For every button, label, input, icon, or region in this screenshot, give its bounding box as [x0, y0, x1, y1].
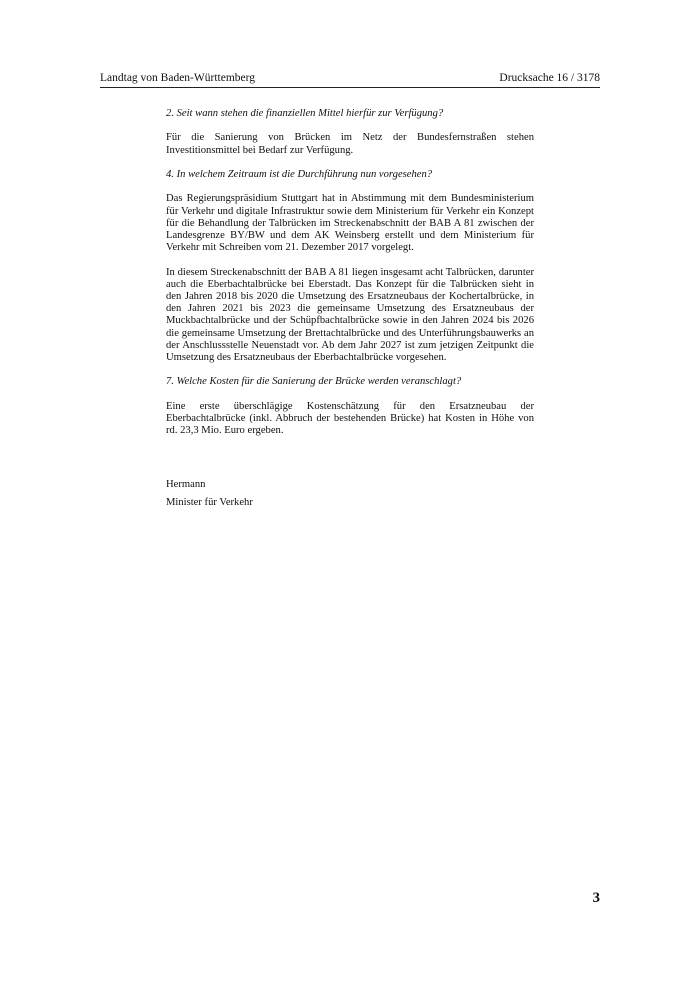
answer-2: Für die Sanierung von Brücken im Netz der Bundesfernstraßen stehen Investitionsmittel bei Bedarf zur Verfügung.: [166, 132, 534, 156]
header-document-number: Drucksache 16 / 3178: [499, 72, 600, 84]
question-7: 7. Welche Kosten für die Sanierung der Brücke werden veranschlagt?: [166, 376, 462, 388]
header-parliament: Landtag von Baden-Württemberg: [100, 72, 255, 84]
answer-4-paragraph-2: In diesem Streckenabschnitt der BAB A 81 liegen insgesamt acht Talbrücken, darunter auch die Eberbachtalbrücke bei Eberstadt. Das Konzept für die Talbrücken sieht in den Jahren 2018 bis 2020 die Umsetzung des Ersatzneubaus der Kochertalbrücke, in den Jahren 2021 bis 2023 die gemeinsame Umsetzung des Ersatzneubaus der Muckbachtalbrücke und der Schüpfbachtalbrücke sowie in den Jahren 2024 bis 2026 die gemeinsame Umsetzung der Brettachtalbrücke und des Unterführungsbauwerks an der Anschlussstelle Neuenstadt vor. Ab dem Jahr 2027 ist zum jetzigen Zeitpunkt die Umsetzung des Ersatzneubaus der Eberbachtalbrücke vorgesehen.: [166, 266, 534, 363]
question-4: 4. In welchem Zeitraum ist die Durchführung nun vorgesehen?: [166, 168, 433, 180]
header-rule: [100, 87, 600, 88]
signature-block: [166, 479, 253, 509]
answer-4-paragraph-1: Das Regierungspräsidium Stuttgart hat in Abstimmung mit dem Bundesministerium für Verkehr und digitale Infrastruktur sowie dem Ministerium für Verkehr ein Konzept für die Behandlung der Talbrücken im Streckenabschnitt der BAB A 81 zwischen der Landesgrenze BY/BW und dem AK Weinsberg erstellt und dem Ministerium für Verkehr mit Schreiben vom 21. Dezember 2017 vorgelegt.: [166, 193, 534, 254]
page-number: 3: [592, 890, 600, 906]
question-2: 2. Seit wann stehen die finanziellen Mittel hierfür zur Verfügung?: [166, 108, 444, 119]
page-header: [100, 70, 600, 86]
signatory-name: Hermann: [166, 479, 206, 490]
answer-7: Eine erste überschlägige Kostenschätzung für den Ersatzneubau der Eberbachtalbrücke (inkl. Abbruch der bestehenden Brücke) hat Kosten in Höhe von rd. 23,3 Mio. Euro ergeben.: [166, 400, 534, 437]
signatory-title: Minister für Verkehr: [166, 497, 253, 509]
document-body: [166, 108, 534, 450]
